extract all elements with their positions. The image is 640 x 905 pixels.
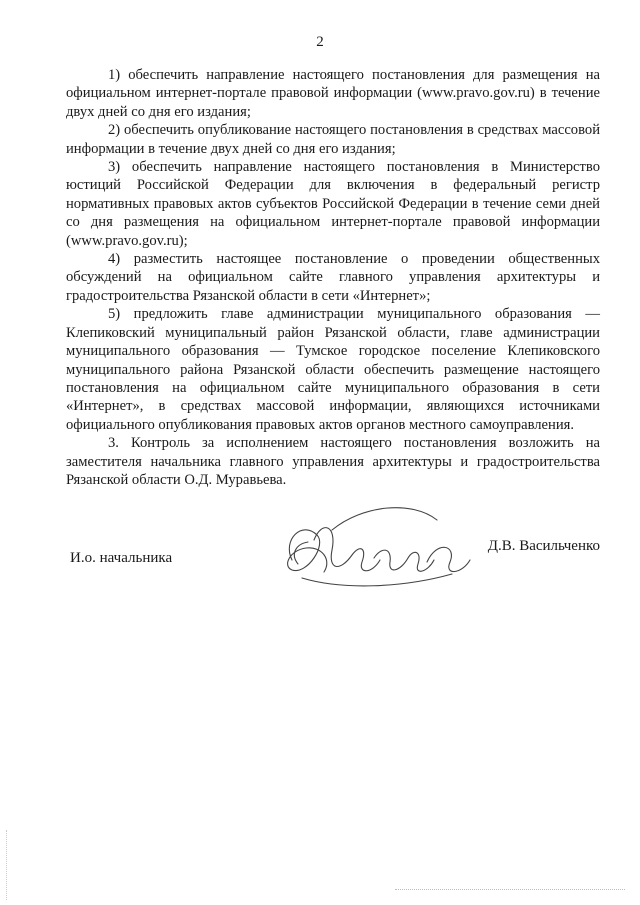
signatory-position: И.о. начальника xyxy=(70,550,173,566)
paragraph-item-3: 3) обеспечить направление настоящего постановления в Министерство юстиций Российской Федерации для включения в федеральный регистр нормативных правовых актов субъектов Российской Федерации в течение семи дней со дня размещения на официальном интернет-портале правовой информации (www.pravo.gov.ru); xyxy=(66,159,600,249)
document-body xyxy=(66,66,600,489)
scan-edge-mark xyxy=(6,830,9,900)
signature-block xyxy=(0,538,640,598)
scan-edge-mark xyxy=(395,889,625,890)
paragraph-item-2: 2) обеспечить опубликование настоящего постановления в средствах массовой информации в течение двух дней со дня его издания; xyxy=(66,122,600,157)
paragraph-control: 3. Контроль за исполнением настоящего постановления возложить на заместителя начальника главного управления архитектуры и градостроительства Рязанской области О.Д. Муравьева. xyxy=(66,435,600,488)
paragraph-item-4: 4) разместить настоящее постановление о проведении общественных обсуждений на официальном сайте главного управления архитектуры и градостроительства Рязанской области в сети «Интернет»; xyxy=(66,251,600,304)
signatory-name: Д.В. Васильченко xyxy=(487,538,600,554)
handwritten-signature xyxy=(262,500,482,610)
paragraph-item-1: 1) обеспечить направление настоящего постановления для размещения на официальном интернет-портале правовой информации (www.pravo.gov.ru) в течение двух дней со дня его издания; xyxy=(66,67,600,120)
page-number: 2 xyxy=(316,34,324,50)
paragraph-item-5: 5) предложить главе администрации муниципального образования — Клепиковский муниципальный район Рязанской области, главе администрации муниципального образования — Тумское городское поселение Клепиковского муниципального района Рязанской области обеспечить размещение настоящего постановления на официальном сайте муниципального образования в сети «Интернет», в средствах массовой информации, являющихся источниками официального опубликования правовых актов органов местного самоуправления. xyxy=(66,306,600,433)
